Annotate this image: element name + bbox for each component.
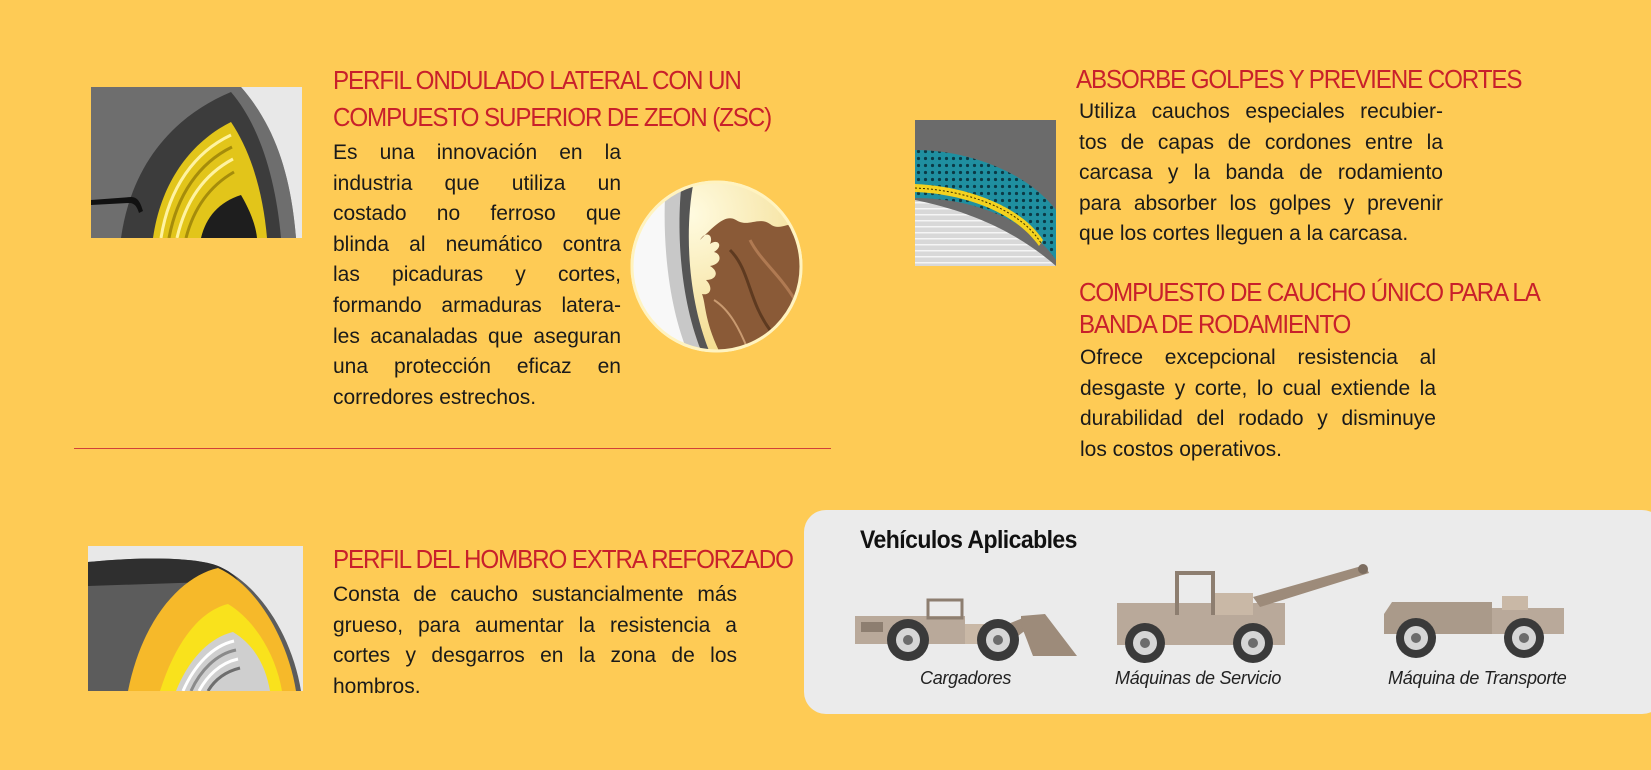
body-line: para absorber los golpes y prevenir: [1079, 191, 1443, 215]
body-line: una protección eficaz en: [333, 355, 621, 379]
body-line: las picaduras y cortes,: [333, 263, 621, 287]
rubber-gouge-icon: [630, 180, 803, 353]
body-line: que los cortes lleguen a la carcasa.: [1079, 222, 1409, 246]
body-line: cortes y desgarros en la zona de los: [333, 644, 737, 668]
absorbe-body: [1079, 97, 1443, 250]
body-line: Ofrece excepcional resistencia al: [1080, 346, 1436, 369]
body-line: grueso, para aumentar la resistencia a: [333, 613, 737, 637]
body-line: blinda al neumático contra: [333, 232, 621, 256]
zeon-title-line-1: PERFIL ONDULADO LATERAL CON UN: [333, 65, 741, 95]
vehicle-label-cargadores: Cargadores: [920, 668, 1012, 688]
body-line: costado no ferroso que: [333, 202, 621, 226]
compuesto-body: [1080, 343, 1436, 465]
compuesto-title: [1079, 276, 1540, 340]
body-line: tos de capas de cordones entre la: [1079, 130, 1443, 154]
tire-sidewall-icon: [91, 87, 302, 238]
section-divider: [74, 448, 831, 449]
hombro-title: PERFIL DEL HOMBRO EXTRA REFORZADO: [333, 544, 793, 574]
tire-sidewall-image: [91, 87, 302, 238]
vehicle-label-maquinas-servicio: Máquinas de Servicio: [1115, 668, 1282, 688]
body-line: Utiliza cauchos especiales recubier-: [1079, 100, 1443, 123]
body-line: desgaste y corte, lo cual extiende la: [1080, 376, 1436, 400]
compuesto-title-line-1: COMPUESTO DE CAUCHO ÚNICO PARA LA: [1079, 277, 1540, 307]
body-line: Consta de caucho sustancialmente más: [333, 583, 737, 606]
zeon-title: [333, 62, 771, 136]
body-line: hombros.: [333, 674, 421, 698]
body-line: formando armaduras latera-: [333, 293, 621, 317]
cord-layers-icon: [915, 120, 1056, 266]
cord-layers-image: [915, 120, 1056, 266]
service-machine-icon: [1115, 563, 1371, 663]
shoulder-profile-image: [88, 546, 303, 691]
loader-icon: [853, 596, 1077, 662]
service-machine-vehicle: [1115, 563, 1371, 663]
absorbe-title: ABSORBE GOLPES Y PREVIENE CORTES: [1076, 64, 1522, 94]
body-line: Es una innovación en la: [333, 141, 621, 164]
loader-vehicle: [853, 596, 1077, 662]
body-line: carcasa y la banda de rodamiento: [1079, 161, 1443, 185]
body-line: industria que utiliza un: [333, 171, 621, 195]
shoulder-profile-icon: [88, 546, 303, 691]
rubber-gouge-image: [630, 180, 803, 353]
transport-machine-icon: [1382, 594, 1566, 662]
compuesto-title-line-2: BANDA DE RODAMIENTO: [1079, 309, 1351, 339]
zeon-body: [333, 138, 621, 413]
body-line: durabilidad del rodado y disminuye: [1080, 407, 1436, 431]
transport-machine-vehicle: [1382, 594, 1566, 662]
vehicles-title: Vehículos Aplicables: [860, 526, 1077, 554]
hombro-body: [333, 580, 737, 702]
zeon-title-line-2: COMPUESTO SUPERIOR DE ZEON (ZSC): [333, 102, 772, 132]
body-line: los costos operativos.: [1080, 437, 1282, 461]
vehicle-label-maquina-transporte: Máquina de Transporte: [1388, 668, 1567, 688]
body-line: les acanaladas que aseguran: [333, 324, 621, 348]
body-line: corredores estrechos.: [333, 385, 537, 409]
